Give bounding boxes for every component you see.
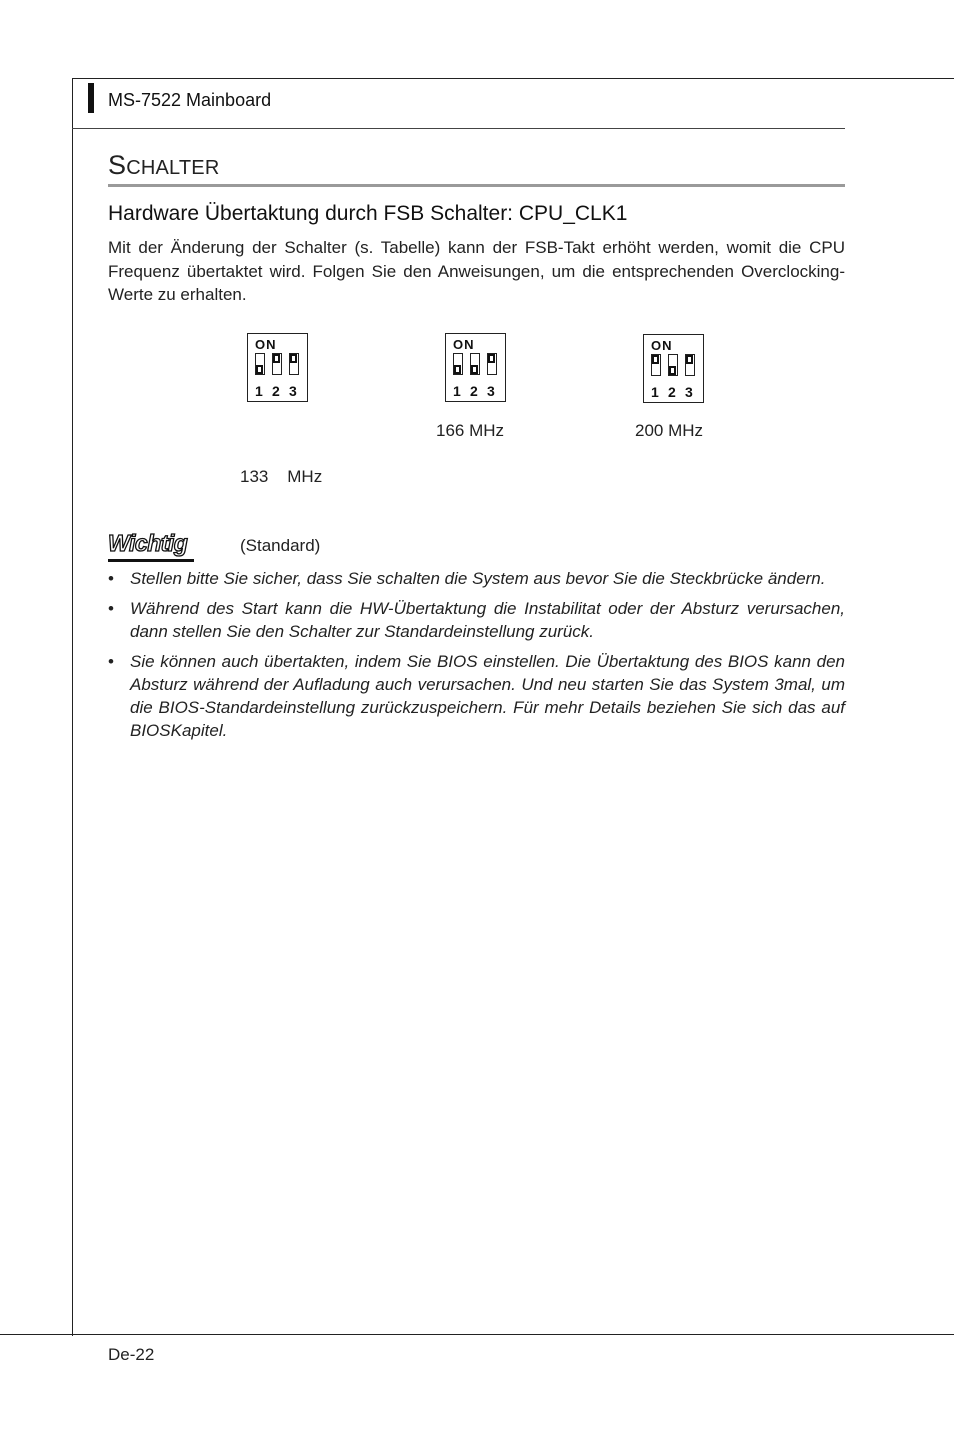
page-number: De-22 — [108, 1345, 155, 1364]
dip-switch-200mhz — [643, 334, 704, 403]
left-border-line — [72, 78, 73, 1336]
switch-caption-166mhz: 166 MHz — [436, 421, 505, 440]
dip-switch-133mhz — [247, 333, 308, 402]
switch-slot-3 — [685, 354, 695, 376]
header-rule — [72, 128, 845, 129]
switch-knob — [471, 365, 478, 374]
switch-knob — [652, 355, 659, 364]
top-border-line — [72, 78, 954, 79]
switch-slot-1 — [651, 354, 661, 376]
switch-number-1: 1 — [453, 383, 461, 399]
header-title: MS-7522 Mainboard — [108, 90, 272, 110]
switch-slot-1 — [255, 353, 265, 375]
switch-slot-2 — [668, 354, 678, 376]
list-item-text: Stellen bitte Sie sicher, dass Sie schalten die System aus bevor Sie die Steckbrücke ändern. — [130, 569, 826, 588]
switch-number-2: 2 — [470, 383, 478, 399]
switch-caption-133mhz — [240, 419, 322, 580]
bottom-border-line — [0, 1334, 954, 1335]
switch-slot-2 — [272, 353, 282, 375]
switch-slot-3 — [289, 353, 299, 375]
switch-number-3: 3 — [685, 384, 693, 400]
list-item — [108, 567, 845, 590]
switch-knob — [488, 354, 495, 363]
switch-on-label: ON — [255, 337, 277, 352]
important-title-underline — [108, 559, 194, 562]
switch-slots — [453, 353, 501, 377]
caption-line-1: 133 MHz — [240, 467, 323, 486]
important-list — [108, 567, 845, 749]
section-title-rule — [108, 184, 845, 187]
switch-on-label: ON — [651, 338, 673, 353]
switch-knob — [669, 366, 676, 375]
subheading: Hardware Übertaktung durch FSB Schalter: CPU_CLK1 — [108, 202, 628, 225]
switch-number-1: 1 — [255, 383, 263, 399]
switch-knob — [686, 355, 693, 364]
section-title-rest: CHALTER — [126, 157, 220, 179]
bullet-symbol: • — [108, 599, 114, 618]
switch-slot-2 — [470, 353, 480, 375]
switch-knob — [273, 354, 280, 363]
list-item-text: Während des Start kann die HW-Übertaktung die Instabilitat oder der Absturz verursachen, dann stellen Sie den Schalter zur Standardeinstellung zurück. — [130, 599, 845, 641]
switch-knob — [454, 365, 461, 374]
list-item-text: Sie können auch übertakten, indem Sie BIOS einstellen. Die Übertaktung des BIOS kann den Absturz während der Aufladung auch verursachen. Und neu starten Sie das System 3mal, um die BIOS-Standardeinstellung zurückzuspeichern. Für mehr Details beziehen Sie sich das auf BIOSKapitel. — [130, 652, 845, 740]
intro-paragraph: Mit der Änderung der Schalter (s. Tabelle) kann der FSB-Takt erhöht werden, womit die CPU Frequenz übertaktet wird. Folgen Sie den Anweisungen, um die entsprechenden Overclocking-Werte zu erhalten. — [108, 238, 845, 304]
dip-switch-166mhz — [445, 333, 506, 402]
list-item — [108, 597, 845, 643]
switch-caption-200mhz: 200 MHz — [635, 421, 704, 440]
switch-on-label: ON — [453, 337, 475, 352]
switch-number-2: 2 — [668, 384, 676, 400]
section-title — [108, 150, 219, 181]
switch-number-3: 3 — [487, 383, 495, 399]
header-marker-bar — [88, 83, 94, 113]
bullet-symbol: • — [108, 652, 114, 671]
caption-line-2: (Standard) — [240, 536, 321, 555]
switch-slots — [651, 354, 699, 378]
switch-slot-1 — [453, 353, 463, 375]
bullet-symbol: • — [108, 569, 114, 588]
switch-number-3: 3 — [289, 383, 297, 399]
switch-knob — [256, 365, 263, 374]
switch-knob — [290, 354, 297, 363]
switch-number-2: 2 — [272, 383, 280, 399]
switch-slot-3 — [487, 353, 497, 375]
switch-number-1: 1 — [651, 384, 659, 400]
important-title: Wichtig — [108, 530, 188, 556]
section-title-initial: S — [108, 150, 127, 180]
switch-slots — [255, 353, 303, 377]
list-item — [108, 650, 845, 742]
